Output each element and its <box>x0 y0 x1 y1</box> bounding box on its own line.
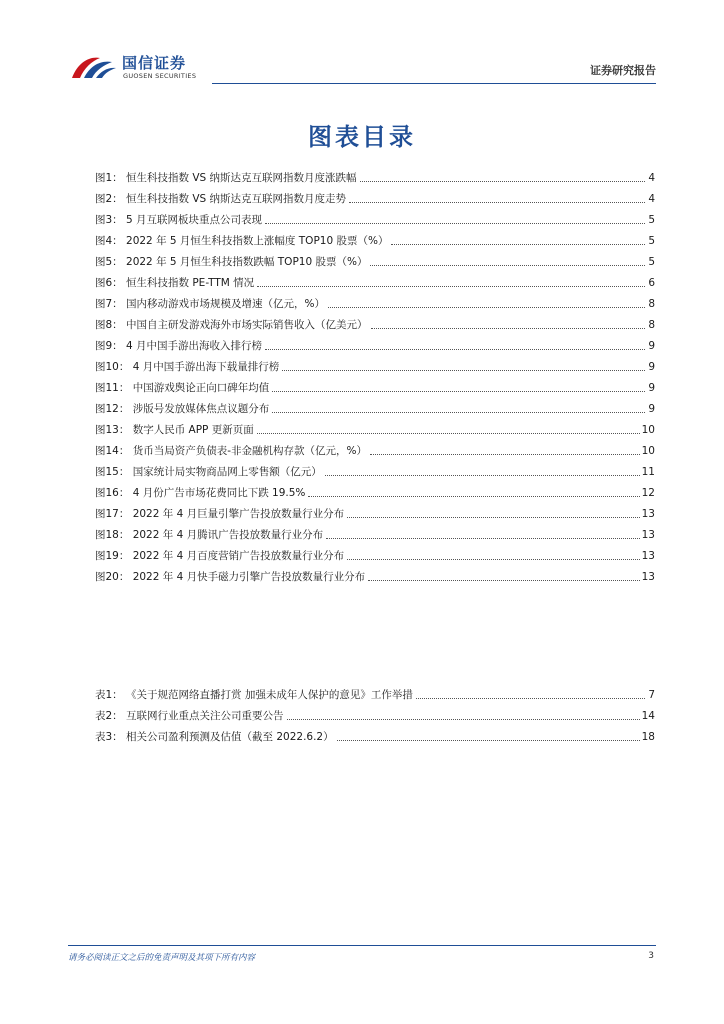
toc-entry-page: 8 <box>648 318 655 331</box>
toc-entry-page: 6 <box>648 276 655 289</box>
toc-entry-page: 11 <box>641 465 655 478</box>
toc-entry-label: 图8： 中国自主研发游戏海外市场实际销售收入（亿美元） <box>95 319 368 331</box>
toc-entry[interactable] <box>95 230 655 251</box>
guosen-logo-mark-icon <box>70 52 118 82</box>
table-list <box>95 684 655 747</box>
toc-entry[interactable] <box>95 314 655 335</box>
toc-entry-label: 图18： 2022 年 4 月腾讯广告投放数量行业分布 <box>95 529 324 541</box>
toc-entry[interactable] <box>95 377 655 398</box>
toc-entry-label: 图19： 2022 年 4 月百度营销广告投放数量行业分布 <box>95 550 345 562</box>
toc-entry[interactable] <box>95 188 655 209</box>
toc-entry-label: 图4： 2022 年 5 月恒生科技指数上涨幅度 TOP10 股票（%） <box>95 235 389 247</box>
toc-entry[interactable] <box>95 503 655 524</box>
toc-entry-label: 表2： 互联网行业重点关注公司重要公告 <box>95 710 284 722</box>
toc-leader-dots <box>347 559 640 560</box>
toc-entry-label: 图14： 货币当局资产负债表-非金融机构存款（亿元，%） <box>95 445 367 457</box>
page-header <box>0 0 724 90</box>
toc-leader-dots <box>265 223 645 224</box>
toc-leader-dots <box>347 517 640 518</box>
toc-entry-page: 13 <box>641 570 655 583</box>
toc-entry[interactable] <box>95 251 655 272</box>
toc-entry[interactable] <box>95 566 655 587</box>
toc-leader-dots <box>416 698 645 699</box>
toc-leader-dots <box>370 454 640 455</box>
toc-entry-page: 10 <box>641 423 655 436</box>
toc-entry-label: 图20： 2022 年 4 月快手磁力引擎广告投放数量行业分布 <box>95 571 366 583</box>
toc-entry-page: 14 <box>641 709 655 722</box>
footer-disclaimer[interactable]: 请务必阅读正文之后的免责声明及其项下所有内容 <box>68 953 256 963</box>
toc-entry[interactable] <box>95 705 655 726</box>
toc-leader-dots <box>282 370 645 371</box>
toc-entry-page: 13 <box>641 507 655 520</box>
toc-entry-label: 图12： 涉版号发放媒体焦点议题分布 <box>95 403 270 415</box>
toc-entry-page: 9 <box>648 360 655 373</box>
toc-leader-dots <box>272 391 645 392</box>
toc-entry-label: 图5： 2022 年 5 月恒生科技指数跌幅 TOP10 股票（%） <box>95 256 368 268</box>
toc-entry-page: 12 <box>641 486 655 499</box>
page-number: 3 <box>648 951 654 961</box>
toc-entry-page: 8 <box>648 297 655 310</box>
toc-entry-label: 图11： 中国游戏舆论正向口碑年均值 <box>95 382 270 394</box>
toc-entry[interactable] <box>95 356 655 377</box>
toc-entry[interactable] <box>95 482 655 503</box>
toc-leader-dots <box>328 307 645 308</box>
toc-entry-label: 图10： 4 月中国手游出海下载量排行榜 <box>95 361 280 373</box>
toc-leader-dots <box>391 244 645 245</box>
toc-entry[interactable] <box>95 461 655 482</box>
toc-entry-label: 图2： 恒生科技指数 VS 纳斯达克互联网指数月度走势 <box>95 193 347 205</box>
toc-entry-page: 4 <box>648 192 655 205</box>
toc-entry-label: 表1： 《关于规范网络直播打赏 加强未成年人保护的意见》工作举措 <box>95 689 413 701</box>
toc-leader-dots <box>326 538 640 539</box>
toc-entry[interactable] <box>95 684 655 705</box>
toc-leader-dots <box>370 265 645 266</box>
toc-entry-page: 13 <box>641 549 655 562</box>
toc-entry-page: 9 <box>648 339 655 352</box>
toc-entry-page: 13 <box>641 528 655 541</box>
guosen-logo <box>70 50 210 86</box>
toc-leader-dots <box>337 740 640 741</box>
toc-entry-label: 图15： 国家统计局实物商品网上零售额（亿元） <box>95 466 322 478</box>
toc-entry-label: 图17： 2022 年 4 月巨量引擎广告投放数量行业分布 <box>95 508 345 520</box>
brand-name-en: GUOSEN SECURITIES <box>123 72 197 80</box>
toc-entry[interactable] <box>95 272 655 293</box>
toc-leader-dots <box>371 328 645 329</box>
report-type: 证券研究报告 <box>590 64 656 77</box>
toc-entry-label: 图1： 恒生科技指数 VS 纳斯达克互联网指数月度涨跌幅 <box>95 172 357 184</box>
toc-entry-label: 图7： 国内移动游戏市场规模及增速（亿元，%） <box>95 298 325 310</box>
toc-leader-dots <box>287 719 640 720</box>
toc-leader-dots <box>257 433 640 434</box>
toc-entry[interactable] <box>95 209 655 230</box>
toc-entry[interactable] <box>95 335 655 356</box>
toc-leader-dots <box>257 286 645 287</box>
header-rule <box>212 83 656 84</box>
toc-entry-page: 10 <box>641 444 655 457</box>
toc-entry-page: 5 <box>648 213 655 226</box>
toc-entry-page: 9 <box>648 381 655 394</box>
toc-entry[interactable] <box>95 524 655 545</box>
toc-entry-page: 5 <box>648 255 655 268</box>
page-title: 图表目录 <box>308 123 416 151</box>
toc-entry-label: 图9： 4 月中国手游出海收入排行榜 <box>95 340 263 352</box>
toc-leader-dots <box>325 475 640 476</box>
toc-leader-dots <box>360 181 645 182</box>
brand-name-cn: 国信证券 <box>122 54 187 72</box>
toc-entry-label: 图13： 数字人民币 APP 更新页面 <box>95 424 254 436</box>
toc-entry-label: 图3： 5 月互联网板块重点公司表现 <box>95 214 263 226</box>
figure-list <box>95 167 655 587</box>
toc-entry-page: 7 <box>648 688 655 701</box>
toc-leader-dots <box>349 202 645 203</box>
toc-entry[interactable] <box>95 440 655 461</box>
toc-entry[interactable] <box>95 726 655 747</box>
footer-rule <box>68 945 656 946</box>
toc-entry[interactable] <box>95 167 655 188</box>
toc-entry[interactable] <box>95 545 655 566</box>
toc-leader-dots <box>265 349 645 350</box>
toc-leader-dots <box>368 580 640 581</box>
toc-entry-label: 图16： 4 月份广告市场花费同比下跌 19.5% <box>95 487 306 499</box>
toc-entry[interactable] <box>95 398 655 419</box>
toc-entry[interactable] <box>95 419 655 440</box>
toc-leader-dots <box>308 496 639 497</box>
toc-entry[interactable] <box>95 293 655 314</box>
toc-entry-page: 4 <box>648 171 655 184</box>
toc-entry-page: 18 <box>641 730 655 743</box>
toc-entry-page: 9 <box>648 402 655 415</box>
toc-leader-dots <box>272 412 645 413</box>
toc-entry-page: 5 <box>648 234 655 247</box>
toc-entry-label: 表3： 相关公司盈利预测及估值（截至 2022.6.2） <box>95 731 334 743</box>
toc-entry-label: 图6： 恒生科技指数 PE-TTM 情况 <box>95 277 255 289</box>
